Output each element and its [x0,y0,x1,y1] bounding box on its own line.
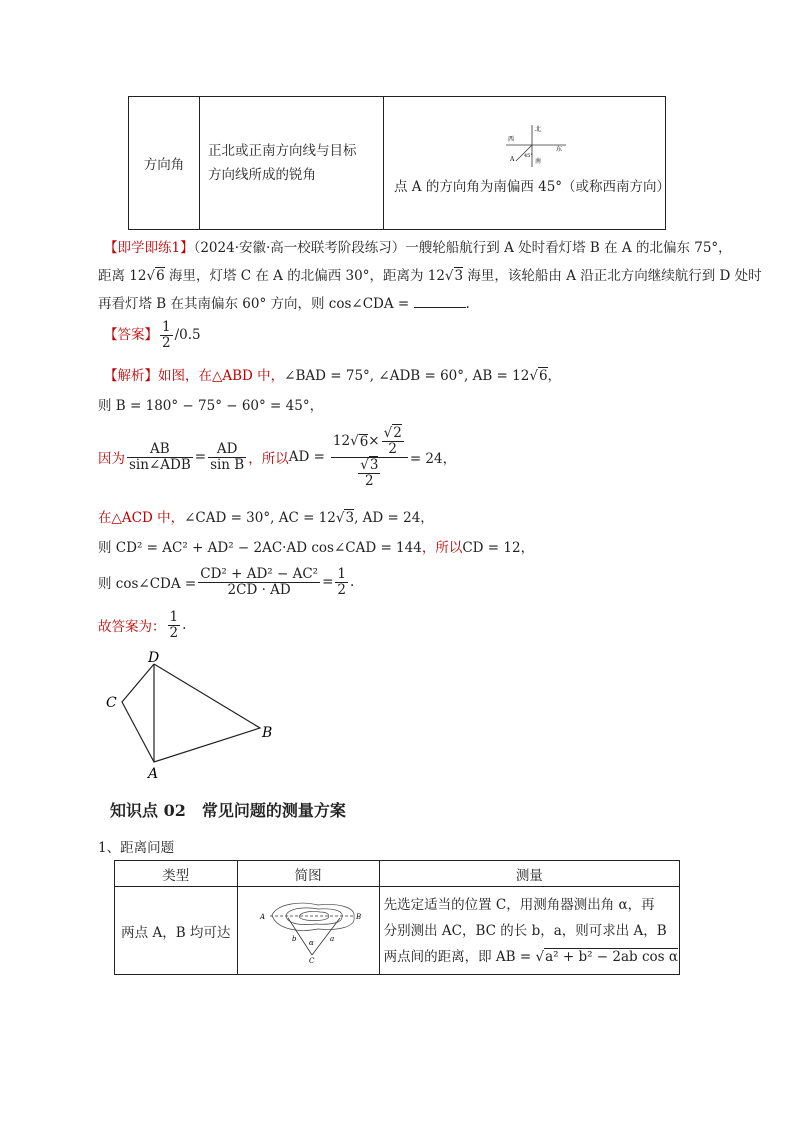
sqrt-6: 6 [156,268,165,284]
inner-den: 2 [388,440,397,457]
frac-half [335,567,348,598]
frac1-num: AB [127,442,193,458]
definition-line-2: 方向线所成的锐角 [208,167,316,183]
analysis-line-5 [98,536,534,556]
type-cell: 两点 A，B 均可达 [115,887,238,975]
analysis-l7-end: . [182,617,187,633]
sqrt-3: 3 [454,268,464,284]
compass-west: 西 [508,136,515,143]
term-cell [129,97,200,230]
analysis-l1-red: 如图，在△ABD 中， [158,368,285,384]
analysis-line-4: 在△ACD 中，∠CAD = 30°, AC = 12√3, AD = 24， [98,510,434,526]
practice-text-2c: 海里，灯塔 C 在 A 的北偏西 30°，距离为 12 [164,268,445,284]
analysis-l6-end: . [349,574,355,590]
big-frac-num: 12 √ 6 × $\frac{√2}{2}$ [331,426,408,458]
vertex-c: C [106,695,117,711]
analysis-l3-ad: AD = [288,449,325,465]
header-measure: 测量 [379,861,679,887]
analysis-line-2: 则 B = 180° − 75° − 60° = 45°， [98,398,324,414]
analysis-l4-red: 在△ACD 中， [98,510,185,526]
lake-diagram [258,897,368,963]
answer-line [104,320,201,351]
practice-line-3 [98,292,470,312]
big-frac-den [331,458,408,489]
diagram-c: C [308,957,314,963]
answer-den: 2 [162,335,171,351]
diagram-a: A [259,913,265,921]
diagram-alpha: α [308,939,314,947]
answer-num: 1 [162,319,171,335]
analysis-l1-math: ∠BAD = 75°, ∠ADB = 60°, AB = 12 [284,368,530,384]
final-fraction [168,610,181,641]
distance-measurement-table [114,860,680,975]
inner-num-root: 2 [393,424,402,441]
example-cell [384,97,671,230]
answer-fraction [160,320,173,351]
practice-line-1 [104,236,732,256]
big-num-inner-frac [382,426,404,457]
compass-angle: 45° [524,153,533,159]
frac-cos-cda [198,567,320,598]
analysis-l1-end: ， [547,368,562,384]
section-subtitle: 1、距离问题 [98,840,175,856]
frac1-den: sin∠ADB [129,456,191,473]
analysis-l6-pre: 则 cos∠CDA = [98,576,197,592]
final-num: 1 [169,608,179,625]
analysis-l4-root: 3 [345,510,355,526]
definition-cell [200,97,384,230]
vertex-b: B [262,725,273,741]
answer-alt: /0.5 [174,327,201,343]
frac-ad-compute [331,426,408,489]
section-title: 知识点 02 常见问题的测量方案 [110,801,346,820]
analysis-l6-eq: = [322,574,334,590]
quadrilateral-figure [100,648,290,783]
compass-south: 南 [535,158,542,165]
diagram-side-a: a [329,935,334,943]
practice-tag: 【即学即练1】 [104,240,194,256]
example-text: 点 A 的方向角为南偏西 45°（或称西南方向） [394,179,671,195]
practice-source: （2024·安徽·高一校联考阶段练习） [193,240,406,256]
analysis-l3-red: 因为 [98,451,125,467]
definition-line-1: 正北或正南方向线与目标 [208,143,357,159]
analysis-l5-red: ，所以 [421,540,463,556]
analysis-l3-red2: ，所以 [248,451,289,467]
practice-line-2: 距离 12√6 海里，灯塔 C 在 A 的北偏西 30°，距离为 12√3 海里，该轮船由 A 沿正北方向继续航行到 D 处时 [98,268,762,284]
big-num-root: 6 [359,433,369,450]
direction-angle-table [128,96,671,230]
practice-text-2e: 海里，该轮船由 A 沿正北方向继续航行到 D 处时 [463,268,762,284]
analysis-l5-end: CD = 12， [462,540,535,556]
compass-diagram [502,123,572,173]
big-num-12: 12 [332,433,351,449]
analysis-l3-eq: = [194,449,207,465]
half-num: 1 [337,565,346,582]
frac-ab-sin-adb [127,442,193,473]
analysis-l3-result: = 24， [409,451,457,467]
answer-blank [414,295,466,308]
practice-text-1: 一艘轮船航行到 A 处时看灯塔 B 在 A 的北偏东 75°， [405,240,732,256]
compass-east: 东 [556,146,563,153]
analysis-line-3 [98,422,456,492]
measure-l3-root: a² + b² − 2ab cos α [545,948,678,965]
compass-point-a: A [510,156,515,163]
measure-line-3: 两点间的距离，即 AB = √a² + b² − 2ab cos α [383,948,678,965]
practice-text-2a: 距离 12 [98,268,147,284]
analysis-line-7 [98,608,186,642]
analysis-l1-root: 6 [538,368,548,384]
big-num-times: × [368,433,380,449]
inner-num: √2 [383,424,402,441]
compass-north: 北 [535,126,542,133]
diagram-cell [237,887,379,975]
analysis-l5-math: 则 CD² = AC² + AD² − 2AC·AD cos∠CAD = 144 [98,540,422,556]
practice-text-3: 再看灯塔 B 在其南偏东 60° 方向，则 cos∠CDA = [98,296,414,312]
analysis-line-6 [98,562,354,602]
half-den: 2 [337,581,346,598]
frac-ad-sin-b [208,442,246,473]
measure-line-1: 先选定适当的位置 C，用测角器测出角 α，再 [383,896,655,913]
frac2-num: AD [208,442,246,458]
analysis-tag: 【解析】 [104,368,158,384]
cos-num: CD² + AD² − AC² [200,565,319,582]
big-den-inner-frac [358,458,380,489]
practice-end: . [465,296,470,312]
den-inner-root: 3 [369,456,379,473]
frac2-den: sin B [210,456,245,473]
header-diagram: 简图 [237,861,379,887]
den-inner-den: 2 [365,472,374,489]
measure-l3-text: 两点间的距离，即 AB = [383,948,536,965]
den-inner-num: √3 [360,456,379,473]
vertex-d: D [148,650,160,666]
analysis-l7-red: 故答案为： [98,619,166,635]
measure-line-2: 分别测出 AC，BC 的长 b，a，则可求出 A，B [383,922,667,939]
diagram-side-b: b [291,935,297,943]
header-type: 类型 [115,861,238,887]
answer-tag: 【答案】 [104,327,158,343]
measure-cell [379,887,679,975]
cos-den: 2CD · AD [227,581,291,598]
analysis-l4-end: , AD = 24， [354,510,434,526]
final-den: 2 [169,624,179,641]
diagram-b: B [355,913,361,921]
analysis-l4-math: ∠CAD = 30°, AC = 12 [184,510,336,526]
analysis-line-1: 【解析】如图，在△ABD 中，∠BAD = 75°, ∠ADB = 60°, AB = 12√6， [104,368,562,384]
vertex-a: A [148,766,159,782]
term-text: 方向角 [143,157,185,173]
